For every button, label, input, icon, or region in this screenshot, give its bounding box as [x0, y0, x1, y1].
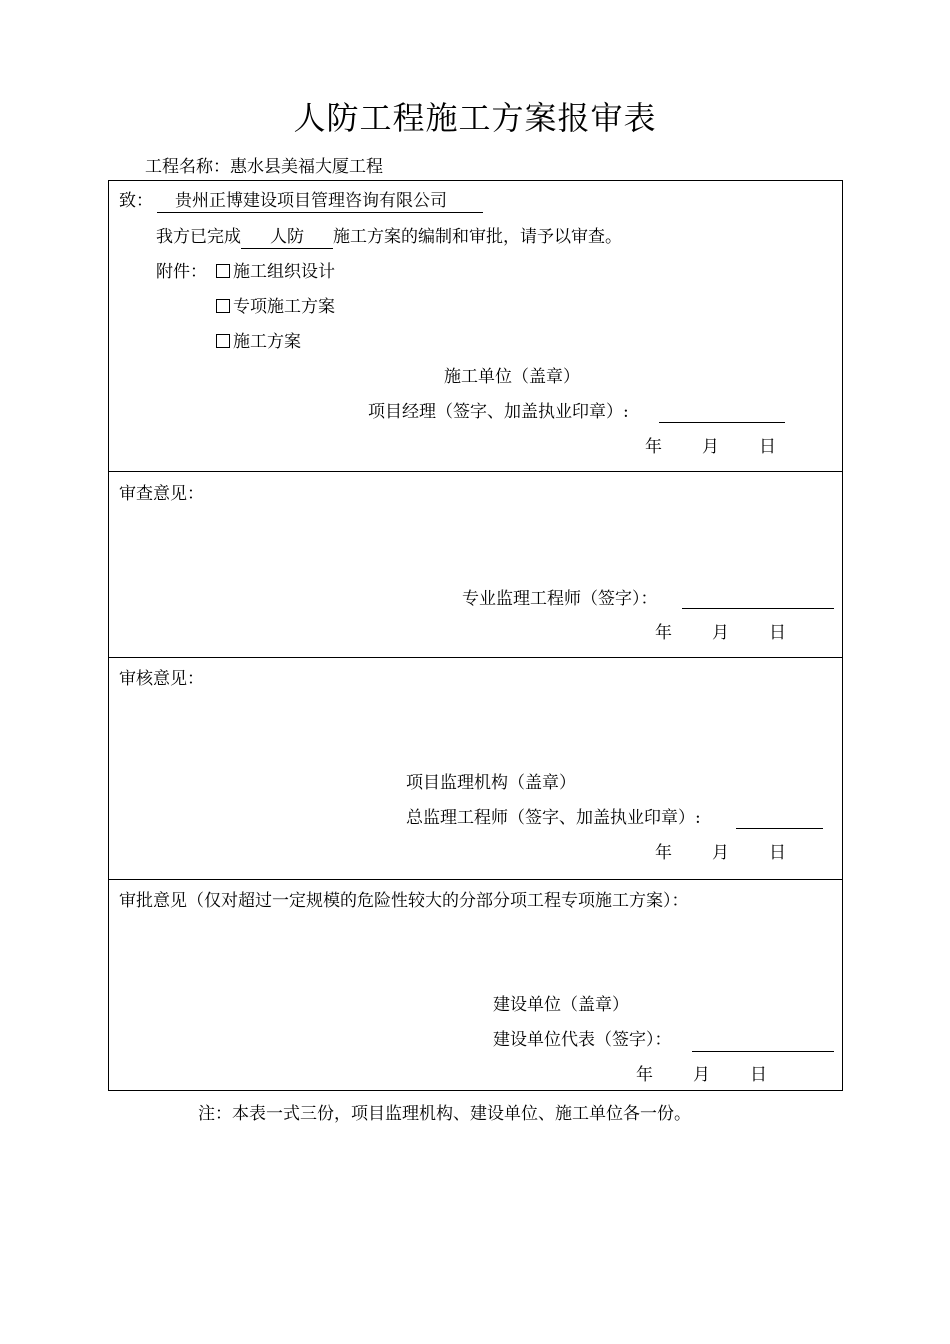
inspection-section: [109, 472, 842, 658]
attachment-label: 施工方案: [233, 332, 301, 352]
chief-engineer-label: 总监理工程师（签字、加盖执业印章）:: [406, 808, 701, 828]
statement-fill: 人防: [241, 226, 333, 249]
supervising-engineer-label: 专业监理工程师（签字）：: [462, 589, 658, 609]
attachment-item[interactable]: [216, 296, 335, 318]
date-row: [655, 622, 786, 644]
footnote: 注：本表一式三份，项目监理机构、建设单位、施工单位各一份。: [198, 1104, 691, 1124]
attachment-item[interactable]: [216, 331, 301, 353]
review-form: [108, 180, 843, 1091]
owner-unit-label: 建设单位（盖章）: [493, 995, 629, 1015]
project-name-row: [145, 156, 383, 178]
supervising-engineer-signature-line[interactable]: [682, 608, 834, 609]
addressee-row: [119, 190, 483, 213]
addressee-label: 致：: [119, 191, 153, 211]
approval-heading: 审批意见（仅对超过一定规模的危险性较大的分部分项工程专项施工方案）：: [119, 891, 689, 911]
project-manager-signature-line[interactable]: [659, 422, 785, 423]
checkbox[interactable]: [216, 299, 230, 313]
date-month: 月: [712, 623, 729, 643]
project-manager-label: 项目经理（签字、加盖执业印章）:: [368, 402, 629, 422]
checkbox[interactable]: [216, 264, 230, 278]
owner-rep-signature-line[interactable]: [692, 1051, 834, 1052]
page-title: 人防工程施工方案报审表: [293, 99, 657, 137]
date-year: 年: [636, 1065, 653, 1085]
construction-unit-label: 施工单位（盖章）: [444, 367, 580, 387]
date-year: 年: [655, 623, 672, 643]
date-row: [636, 1064, 767, 1086]
approval-section: [109, 880, 842, 1090]
project-name-label: 工程名称：: [145, 157, 230, 177]
attachment-item[interactable]: [216, 261, 335, 283]
date-day: 日: [759, 437, 776, 457]
date-day: 日: [750, 1065, 767, 1085]
attachments-label: 附件：: [156, 262, 207, 282]
statement-prefix: 我方已完成: [156, 227, 241, 247]
inspection-heading: 审查意见：: [119, 484, 204, 504]
date-row: [645, 436, 776, 458]
attachment-label: 专项施工方案: [233, 297, 335, 317]
statement-suffix: 施工方案的编制和审批，请予以审查。: [333, 227, 622, 247]
audit-heading: 审核意见：: [119, 669, 204, 689]
checkbox[interactable]: [216, 334, 230, 348]
date-year: 年: [645, 437, 662, 457]
date-row: [655, 842, 786, 864]
project-name-value: 惠水县美福大厦工程: [230, 157, 383, 177]
date-month: 月: [702, 437, 719, 457]
date-month: 月: [693, 1065, 710, 1085]
date-day: 日: [769, 623, 786, 643]
date-day: 日: [769, 843, 786, 863]
statement-row: [156, 226, 622, 249]
date-month: 月: [712, 843, 729, 863]
chief-engineer-signature-line[interactable]: [736, 828, 823, 829]
attachment-label: 施工组织设计: [233, 262, 335, 282]
audit-section: [109, 658, 842, 880]
date-year: 年: [655, 843, 672, 863]
addressee-value: 贵州正博建设项目管理咨询有限公司: [157, 190, 483, 213]
owner-rep-label: 建设单位代表（签字）：: [493, 1030, 672, 1050]
supervision-org-label: 项目监理机构（盖章）: [406, 773, 576, 793]
submission-section: [109, 181, 842, 472]
